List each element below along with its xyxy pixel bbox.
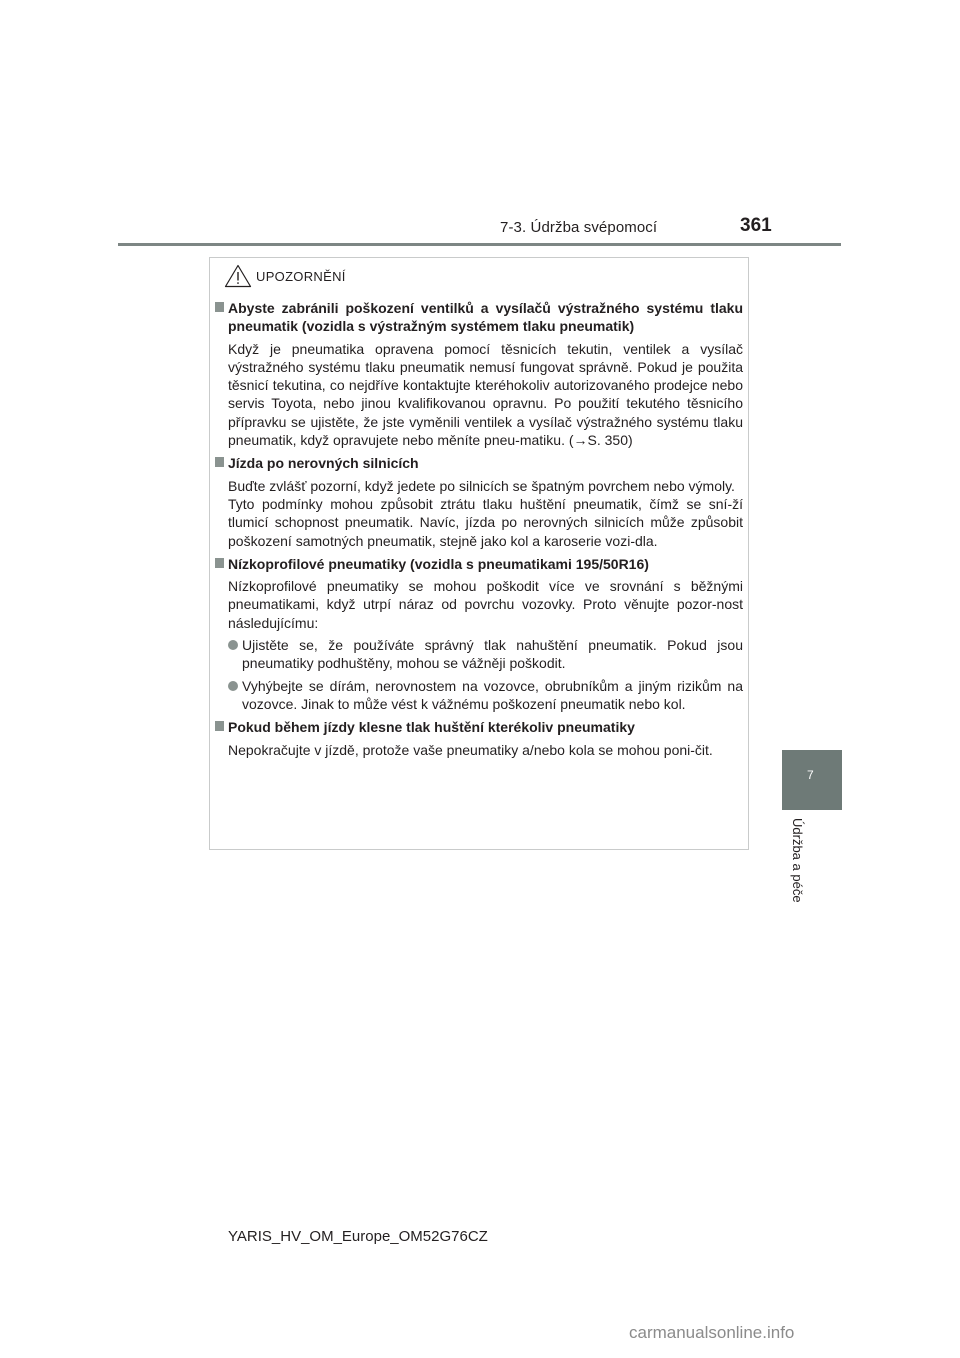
- warning-section-title-text: Abyste zabránili poškození ventilků a vysílačů výstražného systému tlaku pneumatik (vozidla s výstražným systémem tlaku pneumatik): [228, 300, 743, 335]
- warning-section-title-text: Nízkoprofilové pneumatiky (vozidla s pneumatikami 195/50R16): [228, 555, 649, 572]
- warning-bullet-text: Vyhýbejte se dírám, nerovnostem na vozovce, obrubníkům a jiným rizikům na vozovce. Jinak to může vést k vážnému poškození pneumatik nebo kol.: [242, 677, 743, 712]
- warning-section-title: [215, 454, 743, 472]
- document-code: YARIS_HV_OM_Europe_OM52G76CZ: [228, 1228, 488, 1245]
- page-number: 361: [740, 215, 772, 236]
- warning-triangle-icon: [224, 264, 252, 288]
- warning-section-title: [215, 555, 743, 573]
- warning-section: [215, 454, 743, 549]
- warning-label: UPOZORNĚNÍ: [256, 268, 346, 284]
- round-bullet-icon: [228, 640, 238, 650]
- chapter-title: Údržba a péče: [790, 818, 805, 903]
- square-bullet-icon: [215, 721, 224, 731]
- warning-bullet: [215, 636, 743, 673]
- warning-section-title-text: Jízda po nerovných silnicích: [228, 455, 419, 472]
- watermark-link[interactable]: carmanualsonline.info: [629, 1323, 795, 1342]
- warning-section: [215, 718, 743, 759]
- square-bullet-icon: [215, 558, 224, 568]
- square-bullet-icon: [215, 457, 224, 467]
- warning-box: [209, 257, 749, 850]
- warning-bullet-text: Ujistěte se, že používáte správný tlak nahuštění pneumatik. Pokud jsou pneumatiky podhuštěny, mohou se vážněji poškodit.: [242, 637, 743, 672]
- warning-paragraph: Když je pneumatika opravena pomocí těsnicích tekutin, ventilek a vysílač výstražného systému tlaku pneumatik nemusí fungovat správně. Pokud je použita těsnicí tekutina, co nejdříve kontaktujte kteréhokoliv autorizovaného prodejce nebo servis Toyota, nebo jinou kvalifikovanou opravnu. Po použití tekutého těsnicího přípravku se ujistěte, že jste vyměnili ventilek a vysílač výstražného systému tlaku pneumatik, když opravujete nebo měníte pneu-matiku. (→S. 350): [228, 340, 743, 449]
- chapter-tab: [782, 750, 842, 810]
- warning-section-title: [215, 718, 743, 736]
- warning-paragraph: Nepokračujte v jízdě, protože vaše pneumatiky a/nebo kola se mohou poni-čit.: [228, 741, 713, 758]
- round-bullet-icon: [228, 681, 238, 691]
- warning-bullet: [215, 677, 743, 714]
- warning-paragraph: Buďte zvlášť pozorní, když jedete po silnicích se špatným povrchem nebo výmoly. Tyto podmínky mohou způsobit ztrátu tlaku huštění pneumatik, čímž se sní-ží tlumicí schopnost pneumatik. Navíc, jízda po nerovných silnicích může způsobit poškození samotných pneumatik, stejně jako kol a karoserie vozi-dla.: [228, 477, 743, 549]
- warning-section-title: [215, 299, 743, 336]
- warning-section-title-text: Pokud během jízdy klesne tlak huštění kterékoliv pneumatiky: [228, 719, 635, 736]
- square-bullet-icon: [215, 302, 224, 312]
- header-section-title: 7-3. Údržba svépomocí: [500, 219, 658, 236]
- warning-content: [215, 299, 743, 764]
- warning-section: [215, 299, 743, 449]
- warning-header: [224, 262, 346, 290]
- chapter-number: 7: [807, 768, 814, 782]
- warning-section: [215, 555, 743, 713]
- header-divider: [118, 243, 841, 246]
- warning-paragraph: Nízkoprofilové pneumatiky se mohou poškodit více ve srovnání s běžnými pneumatikami, když utrpí náraz od povrchu vozovky. Proto věnujte pozor-nost následujícímu:: [228, 578, 743, 631]
